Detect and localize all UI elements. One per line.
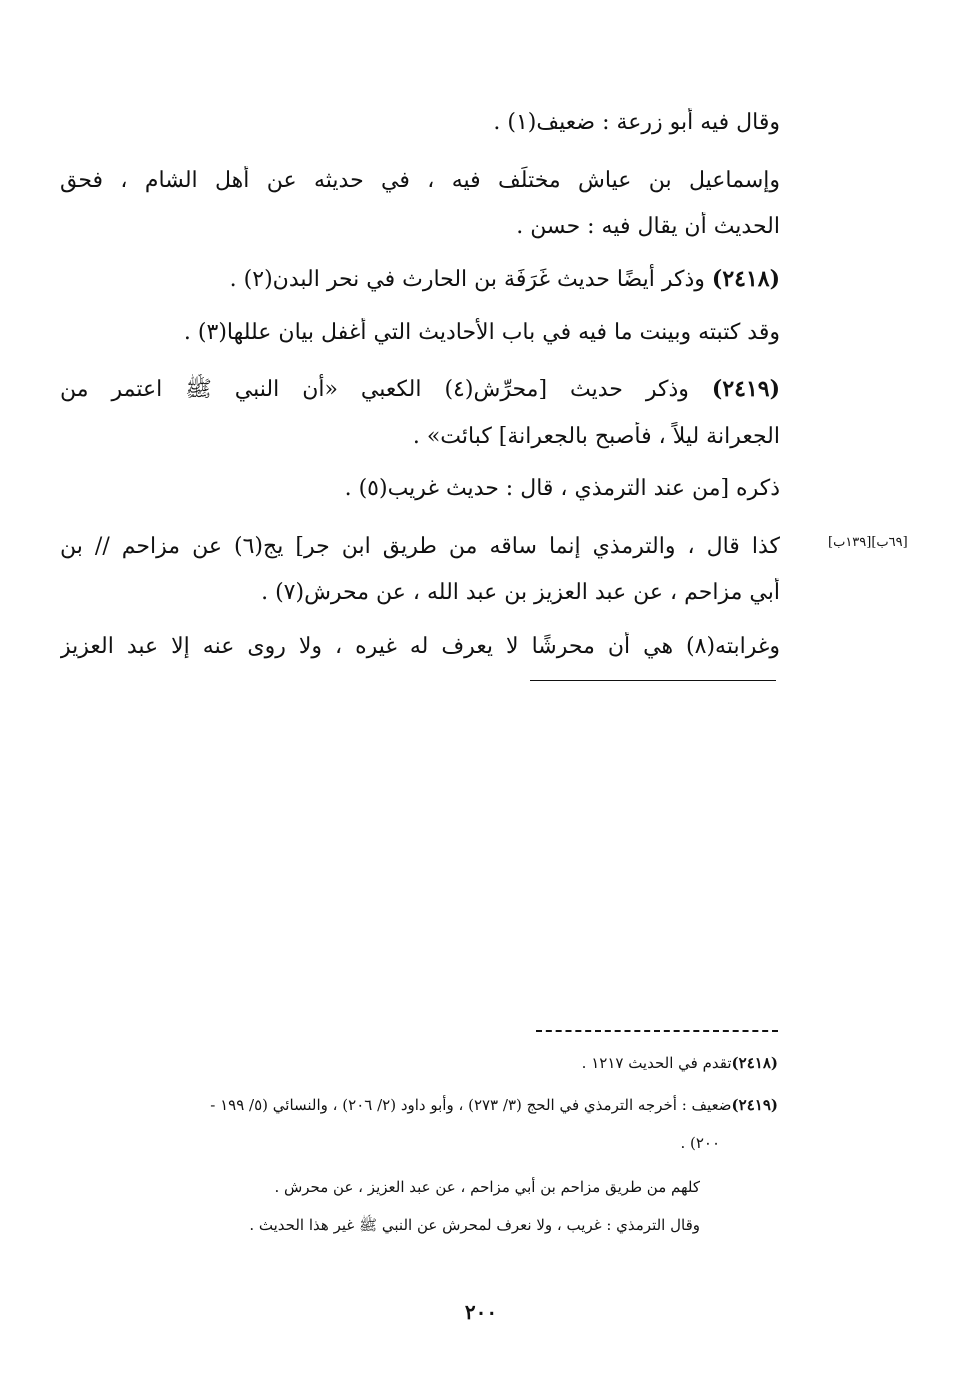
margin-note: [٦٩ب][١٣٩ب] <box>828 535 908 550</box>
body-line: وإسماعيل بن عياش مختلَف فيه ، في حديثه عن أهل الشام ، فحق <box>60 168 780 193</box>
takhrij-number: (٢٤١٩) <box>731 1096 778 1114</box>
body-line: وغرابته(٨) هي أن محرشًا لا يعرف له غيره ، ولا روى عنه إلا عبد العزيز <box>60 634 780 659</box>
takhrij-number: (٢٤١٨) <box>731 1054 778 1072</box>
body-line: وقد كتبته وبينت ما فيه في باب الأحاديث التي أغفل بيان عللها(٣) . <box>183 320 780 345</box>
body-line: كذا قال ، والترمذي إنما ساقه من طريق ابن جر] يج(٦) عن مزاحم // بن <box>60 534 780 559</box>
hadith-number: (٢٤١٩) <box>711 376 780 402</box>
body-line: (٢٤١٩) وذكر حديث [محرِّش(٤) الكعبي «أن النبي ﷺ اعتمر من <box>60 376 780 402</box>
hadith-number: (٢٤١٨) <box>711 266 780 292</box>
takhrij-line: (٢٤١٩)ضعيف : أخرجه الترمذي في الحج (٣/ ٢٧٣) ، وأبو داود (٢/ ٢٠٦) ، والنسائي (٥/ ١٩٩ - <box>210 1096 778 1114</box>
takhrij-line: ٢٠٠) . <box>680 1134 720 1152</box>
takhrij-separator <box>536 1030 778 1032</box>
body-line: ذكره [من عند الترمذي ، قال : حديث غريب(٥) . <box>344 476 780 501</box>
takhrij-line: كلهم من طريق مزاحم بن أبي مزاحم ، عن عبد العزيز ، عن محرش . <box>274 1178 700 1196</box>
body-line: أبي مزاحم ، عن عبد العزيز بن عبد الله ، عن محرش(٧) . <box>261 580 780 605</box>
page-number: ٢٠٠ <box>464 1300 498 1324</box>
body-line: الحديث أن يقال فيه : حسن . <box>516 214 780 239</box>
footnote-separator <box>530 680 776 681</box>
takhrij-line: وقال الترمذي : غريب ، ولا نعرف لمحرش عن النبي ﷺ غير هذا الحديث . <box>249 1216 700 1234</box>
takhrij-line: (٢٤١٨)تقدم في الحديث ١٢١٧ . <box>581 1054 778 1072</box>
body-line: (٢٤١٨) وذكر أيضًا حديث غَرَفَة بن الحارث في نحر البدن(٢) . <box>229 266 780 292</box>
body-line: الجعرانة ليلاً ، فأصبح بالجعرانة] كبائت» . <box>412 424 780 449</box>
body-line: وقال فيه أبو زرعة : ضعيف(١) . <box>493 110 780 135</box>
